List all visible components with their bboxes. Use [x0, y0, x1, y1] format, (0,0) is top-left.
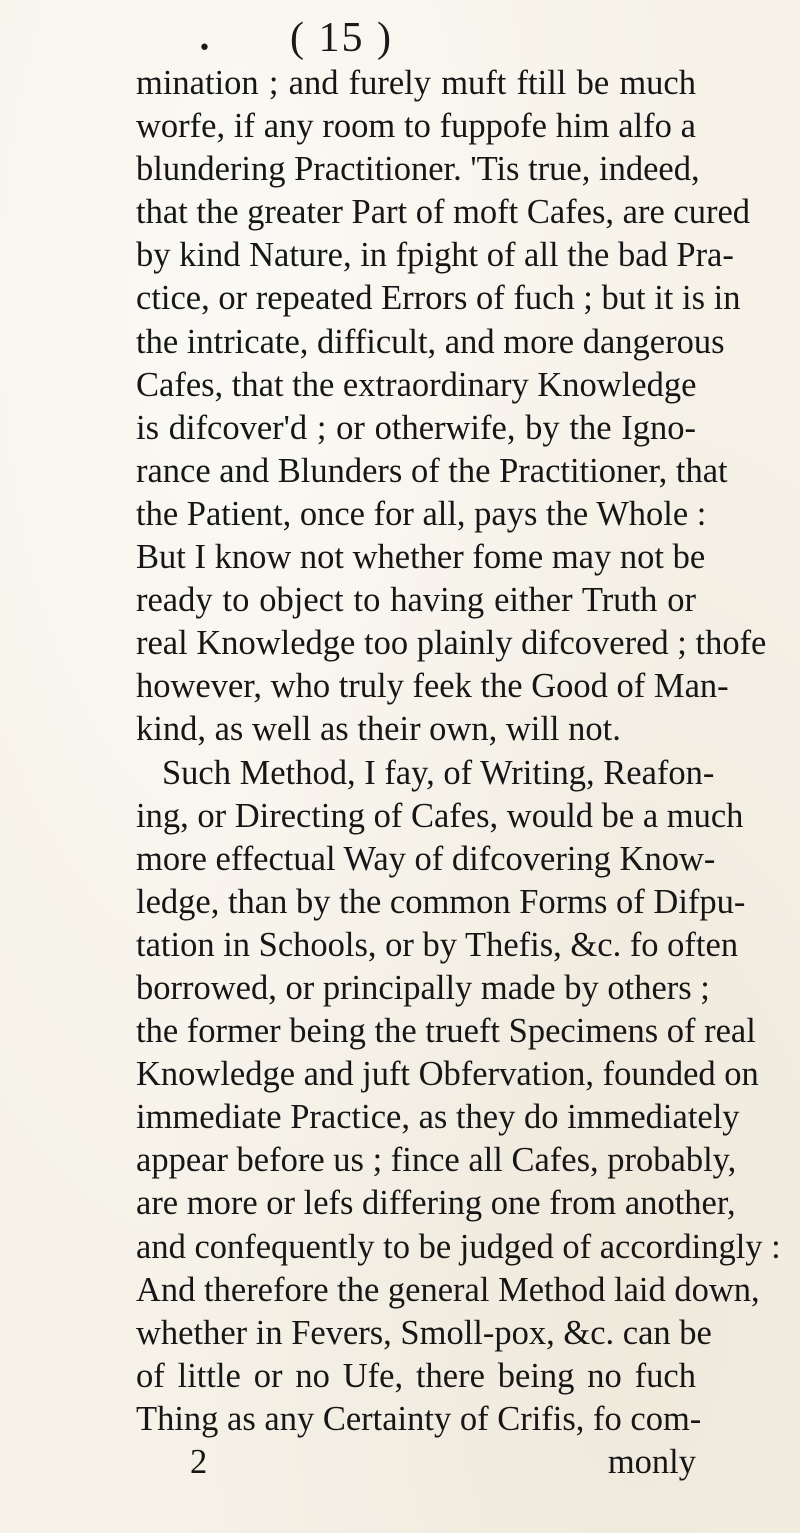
catchword: monly	[607, 1443, 696, 1481]
text-line: are more or lefs differing one from another,	[136, 1184, 736, 1223]
page-number: ( 15 )	[290, 15, 393, 61]
page-header	[0, 6, 800, 66]
text-line: kind, as well as their own, will not.	[136, 710, 621, 749]
text-line: Thing as any Certainty of Crifis, fo com-	[136, 1399, 702, 1438]
text-line: borrowed, or principally made by others ;	[136, 968, 710, 1007]
text-line: mination ; and furely muft ftill be much	[136, 64, 696, 102]
text-line: rance and Blunders of the Practitioner, that	[136, 451, 728, 490]
text-line: But I know not whether fome may not be	[136, 538, 706, 577]
text-line: ready to object to having either Truth or	[136, 581, 696, 620]
text-line: ledge, than by the common Forms of Difpu-	[136, 882, 746, 921]
text-line: and confequently to be judged of accordingly :	[136, 1227, 781, 1266]
body-text	[136, 62, 781, 1484]
text-line: blundering Practitioner. 'Tis true, indeed,	[136, 150, 700, 189]
text-line: however, who truly feek the Good of Man-	[136, 667, 729, 706]
text-line: more effectual Way of difcovering Know-	[136, 839, 716, 878]
text-line: appear before us ; fince all Cafes, probably,	[136, 1141, 737, 1180]
text-line: that the greater Part of moft Cafes, are cured	[136, 193, 751, 232]
text-line: the former being the trueft Specimens of real	[136, 1012, 756, 1051]
text-line: Knowledge and juft Obfervation, founded on	[136, 1055, 759, 1094]
text-line: worfe, if any room to fuppofe him alfo a	[136, 107, 696, 146]
text-line: whether in Fevers, Smoll-pox, &c. can be	[136, 1313, 712, 1352]
page-footer	[136, 1441, 696, 1484]
text-line: real Knowledge too plainly difcovered ; thofe	[136, 624, 767, 663]
text-line: ing, or Directing of Cafes, would be a much	[136, 796, 744, 835]
text-line: the intricate, difficult, and more dangerous	[136, 322, 725, 361]
text-line: ctice, or repeated Errors of fuch ; but it is in	[136, 279, 741, 318]
header-ornament: •	[198, 36, 211, 61]
text-line: of little or no Ufe, there being no fuch	[136, 1356, 696, 1395]
text-line: tation in Schools, or by Thefis, &c. fo often	[136, 925, 739, 964]
text-line: by kind Nature, in fpight of all the bad Pra-	[136, 236, 734, 275]
text-line: the Patient, once for all, pays the Whole :	[136, 494, 707, 533]
text-line: And therefore the general Method laid down,	[136, 1270, 760, 1309]
text-line: Such Method, I fay, of Writing, Reafon-	[162, 753, 715, 792]
text-line: Cafes, that the extraordinary Knowledge	[136, 365, 697, 404]
signature-mark: 2	[190, 1443, 208, 1481]
text-line: is difcover'd ; or otherwife, by the Igno-	[136, 408, 696, 447]
text-line: immediate Practice, as they do immediately	[136, 1098, 740, 1137]
